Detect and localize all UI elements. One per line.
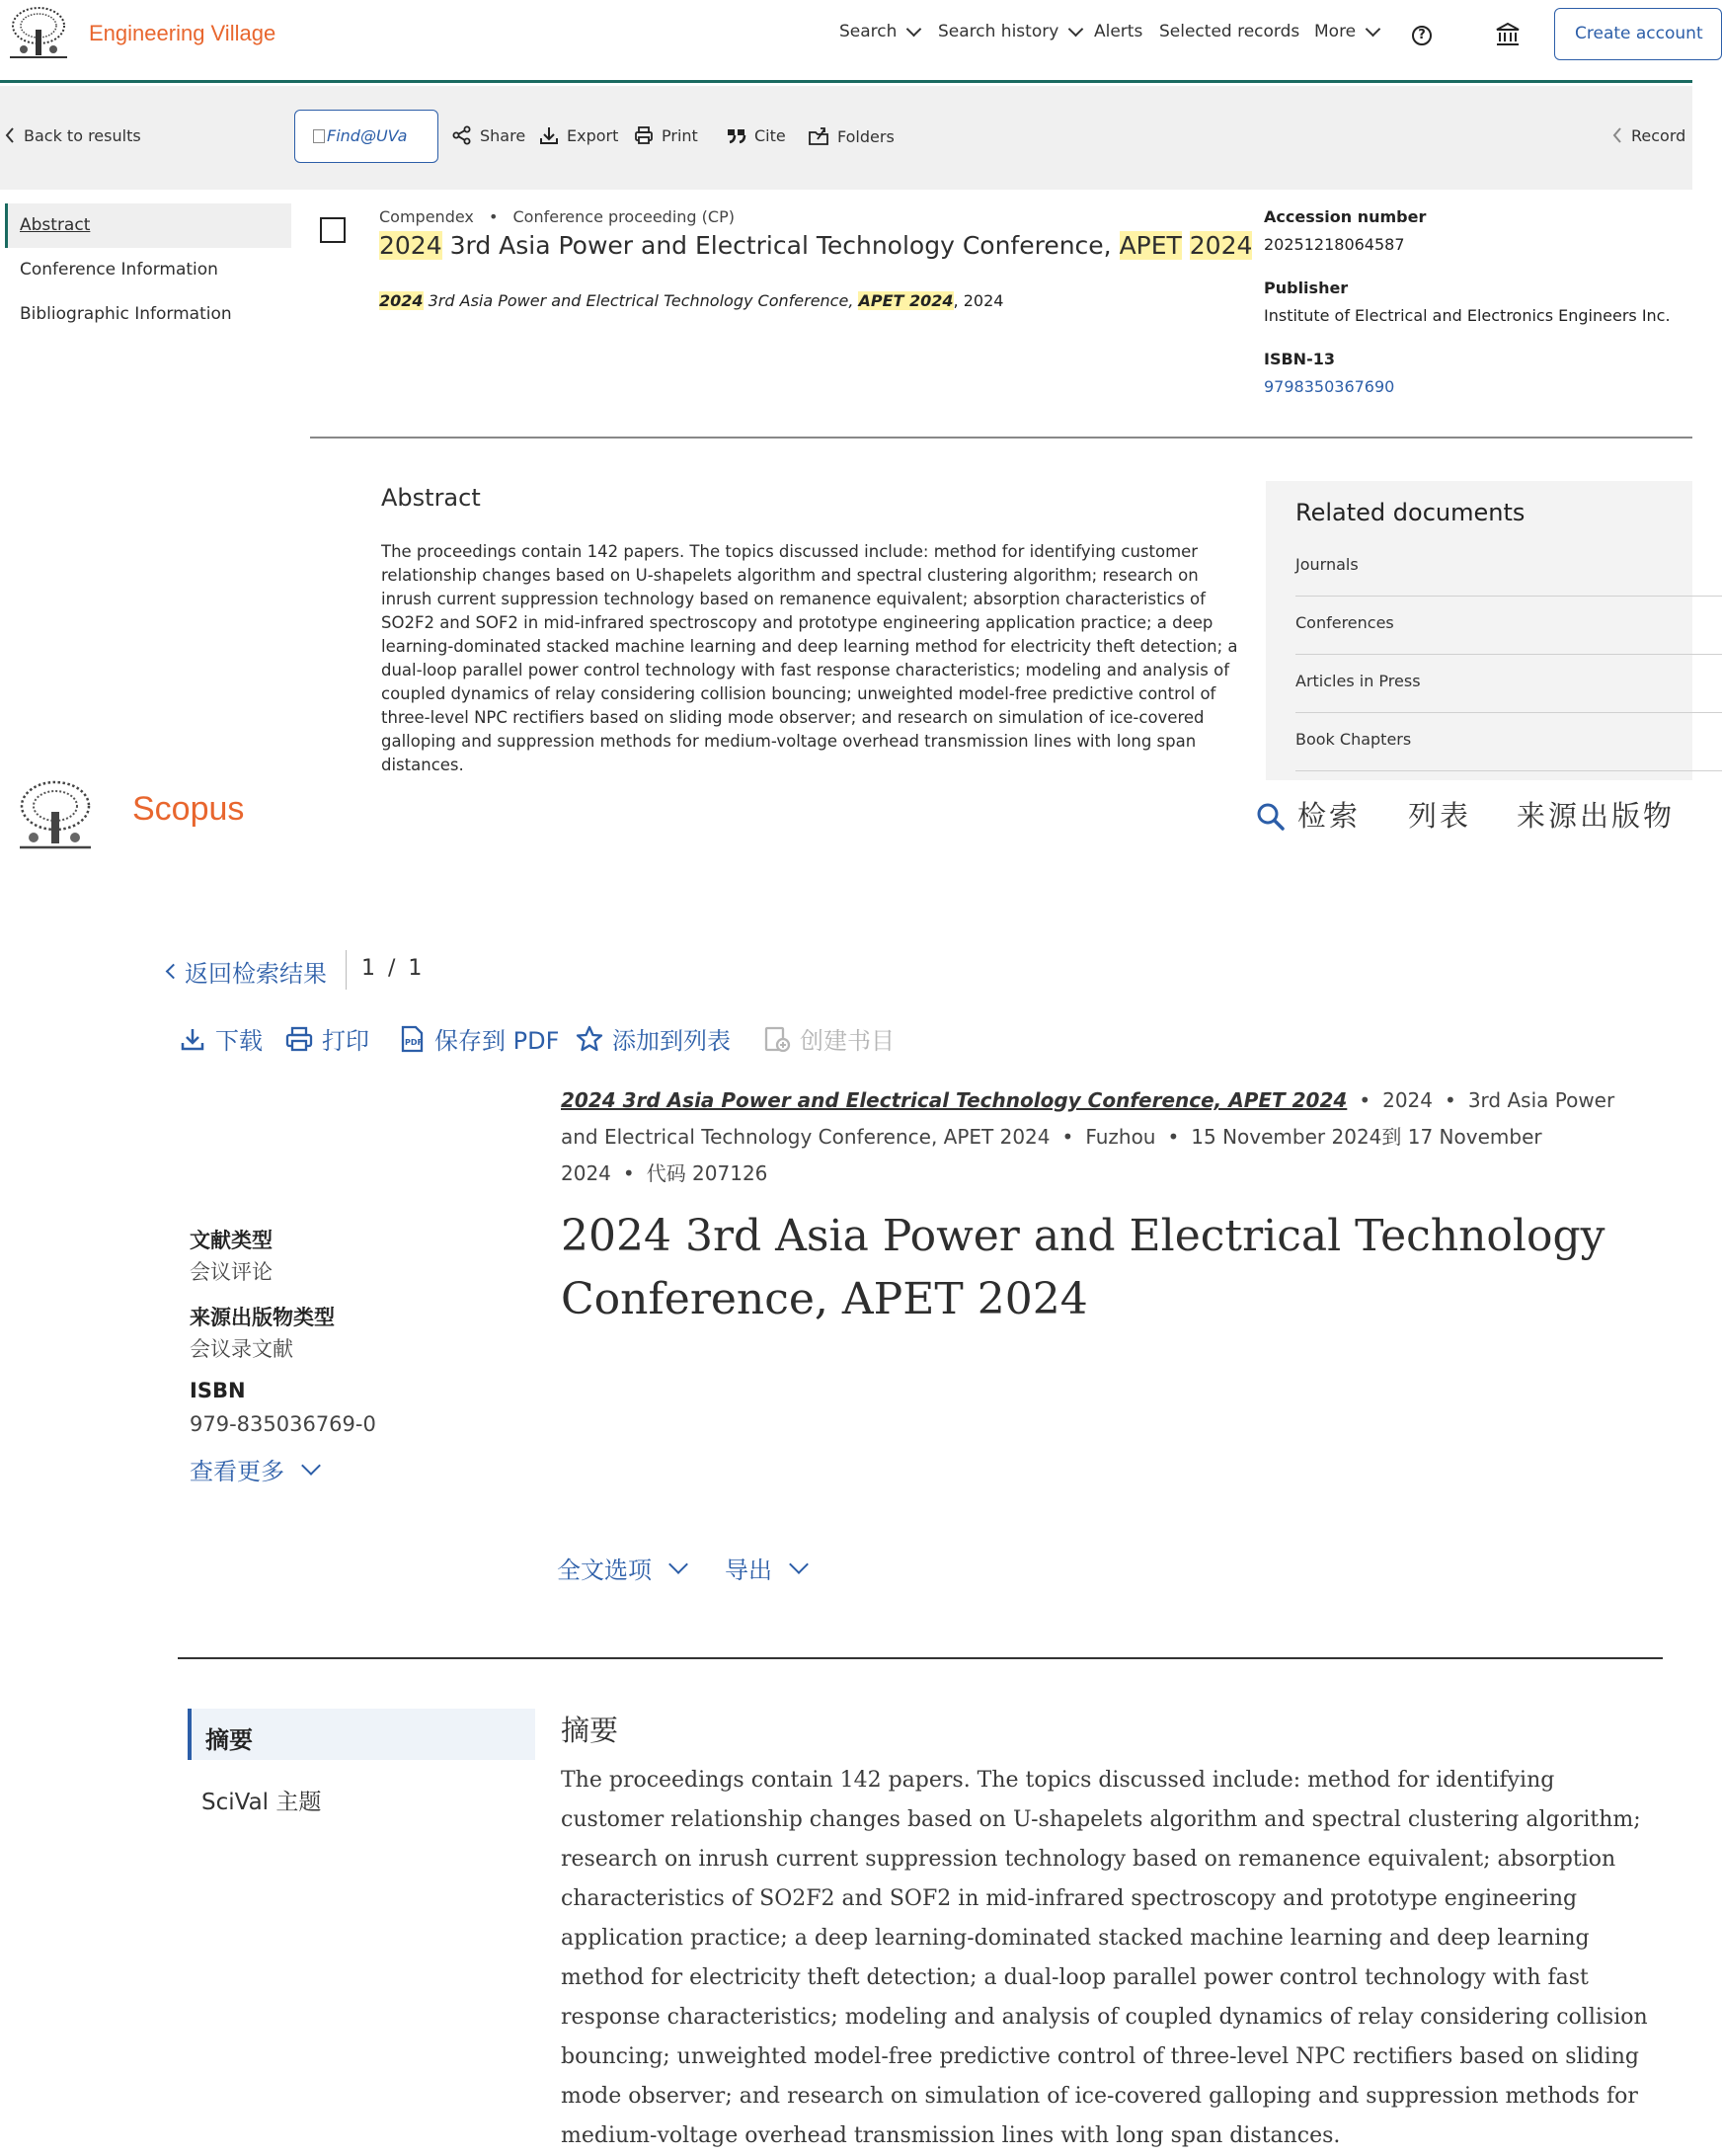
folders-button[interactable]: [808, 125, 895, 147]
save-pdf-label: 保存到 PDF: [434, 1027, 560, 1055]
share-label: Share: [480, 125, 526, 145]
share-button[interactable]: [452, 125, 525, 145]
nav-lists[interactable]: 列表: [1408, 799, 1472, 833]
ev-body: [0, 190, 1692, 780]
save-pdf-button[interactable]: [397, 1021, 559, 1056]
chevron-down-icon: [789, 1555, 809, 1574]
nav-search[interactable]: 检索: [1297, 799, 1362, 833]
export-button[interactable]: [539, 125, 618, 145]
record-meta-top: Compendex • Conference proceeding (CP): [379, 207, 735, 226]
engineering-village-page: [0, 0, 1703, 780]
related-item-conferences[interactable]: [1295, 598, 1722, 655]
find-uva-button[interactable]: [294, 110, 438, 163]
left-nav-conference[interactable]: Conference Information: [20, 260, 218, 279]
nav-search[interactable]: [839, 22, 919, 41]
see-more-link[interactable]: [190, 1452, 318, 1486]
scopus-page: [0, 780, 1692, 2148]
record-title: [379, 231, 1252, 260]
nav-selected-records[interactable]: [1159, 22, 1299, 41]
star-icon: [575, 1024, 604, 1054]
title-highlight: 2024: [1189, 231, 1253, 260]
isbn-label: ISBN-13: [1264, 350, 1335, 368]
abstract-heading: Abstract: [381, 484, 481, 512]
source-year: 2024: [1382, 1088, 1434, 1112]
related-item-label: Book Chapters: [1295, 730, 1412, 749]
institution-icon[interactable]: [1495, 22, 1521, 47]
see-more-label: 查看更多: [190, 1458, 284, 1485]
tab-scival[interactable]: SciVal 主题: [201, 1790, 322, 1815]
chevron-down-icon: [301, 1456, 321, 1476]
download-button[interactable]: [178, 1021, 263, 1056]
ev-toolbar: [0, 86, 1692, 190]
pdf-icon: [397, 1024, 427, 1054]
title-highlight: 2024: [379, 231, 442, 260]
page-indicator: 1 / 1: [361, 956, 423, 981]
nav-more-label: More: [1314, 22, 1357, 41]
select-record-checkbox[interactable]: [320, 217, 346, 243]
print-button[interactable]: [284, 1021, 369, 1056]
separator: [346, 950, 347, 990]
conference-code: 代码 207126: [646, 1161, 768, 1185]
doc-type-label: 文献类型: [190, 1229, 273, 1252]
nav-search-history-label: Search history: [938, 22, 1059, 41]
nav-search-history[interactable]: [938, 22, 1081, 41]
related-heading: Related documents: [1295, 499, 1526, 526]
download-label: 下载: [215, 1027, 263, 1055]
create-account-button[interactable]: Create account: [1554, 8, 1722, 60]
title-text: 3rd Asia Power and Electrical Technology Conference,: [441, 231, 1120, 260]
source-highlight: 2024: [379, 291, 424, 310]
conference-location: Fuzhou: [1085, 1125, 1156, 1149]
left-nav-abstract[interactable]: Abstract: [20, 215, 91, 235]
related-item-articles[interactable]: [1295, 656, 1722, 713]
chevron-down-icon: [906, 21, 922, 37]
nav-alerts[interactable]: [1094, 22, 1142, 41]
database-label: Compendex: [379, 207, 474, 226]
back-label: 返回检索结果: [185, 960, 327, 988]
record-source: [379, 291, 1003, 310]
publisher-label: Publisher: [1264, 279, 1349, 297]
nav-sources[interactable]: 来源出版物: [1517, 799, 1676, 833]
chevron-left-icon: [4, 125, 16, 145]
back-to-results-link[interactable]: [4, 125, 141, 145]
ev-brand[interactable]: Engineering Village: [89, 21, 276, 45]
source-text: 3rd Asia Power and Electrical Technology Conference,: [423, 291, 859, 310]
conference-dates: 15 November 2024到 17 November 2024: [561, 1125, 1542, 1185]
cite-label: Cite: [754, 125, 786, 145]
source-title-link[interactable]: 2024 3rd Asia Power and Electrical Technology Conference, APET 2024: [561, 1088, 1348, 1112]
elsevier-tree-logo[interactable]: [6, 6, 71, 63]
left-nav-biblio[interactable]: Bibliographic Information: [20, 304, 232, 324]
related-item-journals[interactable]: [1295, 539, 1722, 597]
add-to-list-label: 添加到列表: [612, 1027, 731, 1055]
publisher-value: Institute of Electrical and Electronics Engineers Inc.: [1264, 306, 1671, 325]
bibliography-icon: [762, 1024, 792, 1054]
chevron-down-icon: [1366, 21, 1381, 37]
chevron-down-icon: [668, 1555, 688, 1574]
ev-main: [292, 190, 1692, 780]
document-title: 2024 3rd Asia Power and Electrical Technology Conference, APET 2024: [561, 1211, 1605, 1324]
source-type-value: 会议录文献: [190, 1337, 293, 1361]
print-button[interactable]: [634, 125, 698, 145]
ev-header: [0, 0, 1703, 83]
related-documents-panel: [1266, 481, 1692, 780]
broken-image-icon: [313, 129, 325, 143]
full-text-label: 全文选项: [557, 1557, 652, 1584]
accession-value: 20251218064587: [1264, 235, 1405, 254]
svg-text:PDF: PDF: [405, 1037, 423, 1047]
back-label: Back to results: [24, 125, 141, 145]
nav-selected-records-label: Selected records: [1159, 22, 1300, 41]
source-type-label: 来源出版物类型: [190, 1306, 335, 1329]
record-label: Record: [1631, 125, 1686, 145]
export-label: 导出: [725, 1557, 772, 1584]
ev-left-nav: [0, 190, 292, 780]
section-divider: [178, 1657, 1663, 1659]
download-icon: [178, 1024, 207, 1054]
source-highlight: APET 2024: [858, 291, 954, 310]
scopus-brand[interactable]: Scopus: [132, 790, 245, 828]
create-bibliography-button[interactable]: [762, 1021, 895, 1056]
chevron-down-icon: [1068, 21, 1084, 37]
cite-button[interactable]: [727, 125, 786, 145]
download-icon: [539, 125, 559, 145]
doc-type-value: 会议评论: [190, 1260, 273, 1284]
export-dropdown[interactable]: [725, 1551, 806, 1585]
isbn-value: 979-835036769-0: [190, 1412, 376, 1436]
add-to-list-button[interactable]: [575, 1021, 731, 1056]
isbn-link[interactable]: 9798350367690: [1264, 377, 1395, 396]
tab-abstract-label: 摘要: [205, 1726, 253, 1754]
related-item-book-chapters[interactable]: [1295, 714, 1722, 771]
title-text: [1182, 231, 1190, 260]
quote-icon: [727, 125, 746, 145]
abstract-heading: 摘要: [561, 1714, 619, 1747]
conference-name: 3rd Asia Power and Electrical Technology Conference, APET 2024: [561, 1088, 1615, 1149]
isbn-label: ISBN: [190, 1379, 246, 1402]
title-highlight: APET: [1119, 231, 1182, 260]
print-label: 打印: [322, 1027, 369, 1055]
help-icon[interactable]: ?: [1412, 26, 1432, 45]
printer-icon: [284, 1024, 314, 1054]
record-nav[interactable]: [1611, 125, 1685, 145]
source-year: , 2024: [953, 291, 1004, 310]
related-item-label: Conferences: [1295, 613, 1394, 632]
doc-type-label: Conference proceeding (CP): [512, 207, 735, 226]
export-label: Export: [567, 125, 619, 145]
create-bibliography-label: 创建书目: [800, 1027, 895, 1055]
folder-add-icon: [808, 125, 829, 147]
print-label: Print: [662, 125, 698, 145]
chevron-left-icon: [166, 964, 182, 980]
back-to-results-link[interactable]: [168, 954, 327, 989]
find-uva-label: Find@UVa: [327, 126, 408, 145]
chevron-left-icon: [1611, 125, 1623, 145]
search-icon[interactable]: [1256, 802, 1286, 832]
elsevier-tree-logo[interactable]: [14, 780, 97, 853]
source-line: 2024 3rd Asia Power and Electrical Technology Conference, APET 2024 • 2024 • 3rd Asia Power and Electrical Technology Conference, APET 2024 • Fuzhou • 15 November 2024到 17 November 2024 • 代码 207126: [561, 1088, 1615, 1185]
abstract-text: The proceedings contain 142 papers. The topics discussed include: method for identifying customer relationship changes based on U-shapelets algorithm and spectral clustering algorithm; research on inrush current suppression technology based on remanence equivalent; absorption characteristics of SO2F2 and SOF2 in mid-infrared spectroscopy and prototype engineering application practice; a deep learning-dominated stacked machine learning and deep learning method for electricity theft detection; a dual-loop parallel power control technology with fast response characteristics; modeling and analysis of coupled dynamics of relay considering collision bouncing; unweighted model-free predictive control of three-level NPC rectifiers based on sliding mode observer; and research on simulation of ice-covered galloping and suppression methods for medium-voltage overhead transmission lines with long span distances.: [561, 1768, 1648, 2148]
nav-more[interactable]: [1314, 22, 1378, 41]
folders-label: Folders: [837, 126, 895, 146]
share-icon: [452, 125, 472, 145]
nav-search-label: Search: [839, 22, 898, 41]
accession-label: Accession number: [1264, 207, 1427, 226]
nav-alerts-label: Alerts: [1094, 22, 1143, 41]
full-text-options-dropdown[interactable]: [557, 1551, 685, 1585]
abstract-text: The proceedings contain 142 papers. The topics discussed include: method for identifying customer relationship changes based on U-shapelets algorithm and spectral clustering algorithm; research on inrush current suppression technology based on remanence equivalent; absorption characteristics of SO2F2 and SOF2 in mid-infrared spectroscopy and prototype engineering application practice; a deep learning-dominated stacked machine learning and deep learning method for electricity theft detection; a dual-loop parallel power control technology with fast response characteristics; modeling and analysis of coupled dynamics of relay considering collision bouncing; unweighted model-free predictive control of three-level NPC rectifiers based on sliding mode observer; and research on simulation of ice-covered galloping and suppression methods for medium-voltage overhead transmission lines with long span distances.: [381, 542, 1238, 774]
tab-abstract[interactable]: [188, 1709, 535, 1760]
related-item-label: Journals: [1295, 555, 1359, 574]
related-item-label: Articles in Press: [1295, 672, 1421, 690]
ev-divider: [310, 437, 1692, 439]
printer-icon: [634, 125, 654, 145]
